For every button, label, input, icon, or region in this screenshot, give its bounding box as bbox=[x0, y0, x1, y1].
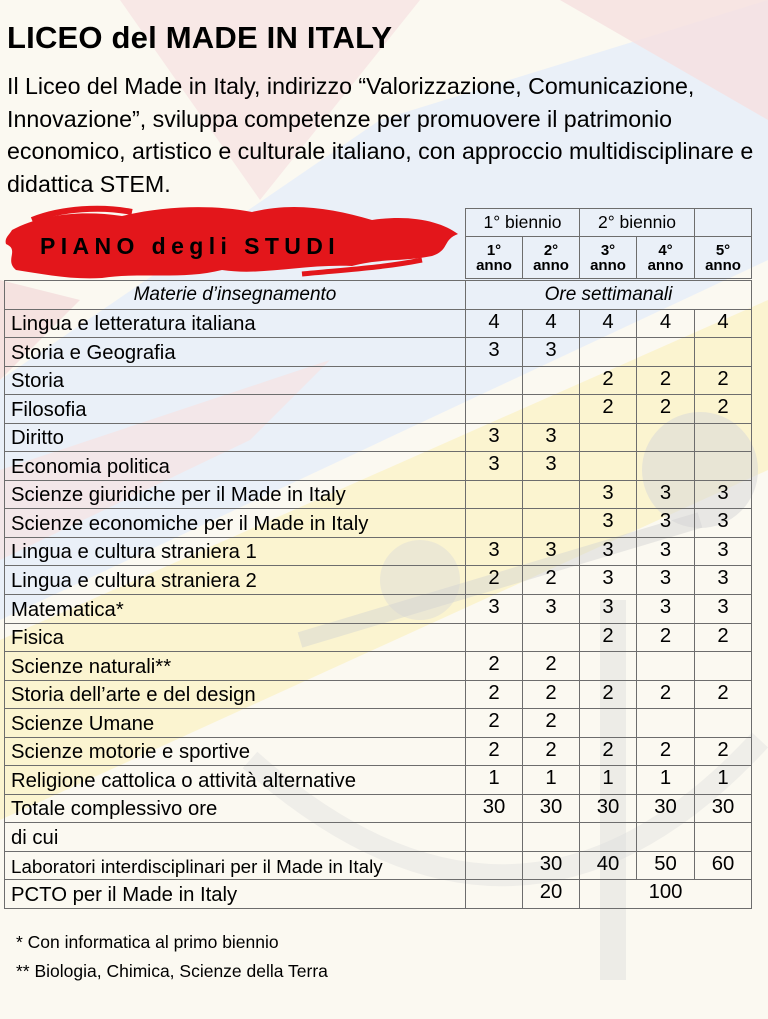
table-row bbox=[5, 309, 752, 338]
subject-cell: Scienze naturali** bbox=[5, 652, 466, 681]
hours-cell: 3 bbox=[580, 509, 637, 538]
table-row-laboratori bbox=[5, 851, 752, 880]
hours-cell: 2 bbox=[580, 366, 637, 395]
subject-cell: Storia bbox=[5, 366, 466, 395]
hours-cell: 3 bbox=[523, 452, 580, 481]
hours-cell: 2 bbox=[637, 680, 695, 709]
hours-cell bbox=[580, 652, 637, 681]
hours-cell bbox=[695, 652, 752, 681]
footnote-1: * Con informatica al primo biennio bbox=[16, 932, 279, 952]
hours-cell bbox=[695, 823, 752, 852]
table-row bbox=[5, 794, 752, 823]
hours-cell: 3 bbox=[637, 537, 695, 566]
table-row-pcto bbox=[5, 880, 752, 909]
subject-cell: Storia e Geografia bbox=[5, 338, 466, 367]
hours-cell bbox=[637, 709, 695, 738]
hours-cell bbox=[466, 880, 523, 909]
hours-cell: 30 bbox=[580, 794, 637, 823]
hours-cell: 50 bbox=[637, 851, 695, 880]
hours-cell: 2 bbox=[523, 709, 580, 738]
hours-cell: 3 bbox=[695, 537, 752, 566]
subject-cell: Matematica* bbox=[5, 595, 466, 624]
hours-cell: 2 bbox=[466, 680, 523, 709]
hours-cell bbox=[523, 366, 580, 395]
hours-cell bbox=[466, 851, 523, 880]
page-title: LICEO del MADE IN ITALY bbox=[7, 20, 393, 55]
hours-cell: 2 bbox=[466, 737, 523, 766]
subject-cell: Economia politica bbox=[5, 452, 466, 481]
subject-cell: Fisica bbox=[5, 623, 466, 652]
hours-cell: 4 bbox=[637, 309, 695, 338]
hours-cell: 2 bbox=[580, 395, 637, 424]
hours-cell: 30 bbox=[637, 794, 695, 823]
hours-cell: 3 bbox=[466, 452, 523, 481]
hours-cell: 3 bbox=[523, 537, 580, 566]
hours-cell: 30 bbox=[523, 794, 580, 823]
hours-cell bbox=[580, 423, 637, 452]
subject-cell: Laboratori interdisciplinari per il Made in Italy bbox=[5, 851, 466, 880]
hours-cell: 4 bbox=[695, 309, 752, 338]
hours-cell: 30 bbox=[466, 794, 523, 823]
subject-cell: Scienze giuridiche per il Made in Italy bbox=[5, 480, 466, 509]
table-row bbox=[5, 652, 752, 681]
hours-cell bbox=[637, 452, 695, 481]
hours-cell: 1 bbox=[466, 766, 523, 795]
subject-cell: Scienze economiche per il Made in Italy bbox=[5, 509, 466, 538]
table-row bbox=[5, 423, 752, 452]
hours-cell bbox=[466, 823, 523, 852]
hours-cell: 1 bbox=[695, 766, 752, 795]
hours-cell bbox=[466, 366, 523, 395]
subject-cell: Diritto bbox=[5, 423, 466, 452]
hours-cell: 2 bbox=[580, 680, 637, 709]
hours-cell bbox=[637, 338, 695, 367]
hours-cell: 3 bbox=[637, 509, 695, 538]
group-quinto-anno bbox=[695, 209, 752, 237]
hours-cell: 3 bbox=[580, 566, 637, 595]
hours-cell bbox=[637, 823, 695, 852]
table-row bbox=[5, 680, 752, 709]
year-5-header: 5° anno bbox=[695, 237, 752, 279]
hours-cell: 2 bbox=[466, 709, 523, 738]
hours-cell: 2 bbox=[695, 366, 752, 395]
subject-cell: Totale complessivo ore bbox=[5, 794, 466, 823]
footnotes bbox=[16, 928, 328, 986]
hours-cell bbox=[523, 623, 580, 652]
hours-cell: 4 bbox=[466, 309, 523, 338]
hours-cell: 3 bbox=[637, 595, 695, 624]
hours-cell: 3 bbox=[637, 480, 695, 509]
years-header bbox=[465, 208, 752, 279]
hours-cell: 3 bbox=[580, 537, 637, 566]
year-3-header: 3° anno bbox=[580, 237, 637, 279]
hours-cell: 3 bbox=[580, 480, 637, 509]
subject-cell: Lingua e cultura straniera 1 bbox=[5, 537, 466, 566]
hours-cell bbox=[695, 338, 752, 367]
table-row bbox=[5, 823, 752, 852]
hours-cell: 3 bbox=[695, 509, 752, 538]
hours-cell: 2 bbox=[523, 566, 580, 595]
hours-cell: 3 bbox=[695, 480, 752, 509]
piano-studi-label: PIANO degli STUDI bbox=[40, 233, 341, 259]
hours-cell bbox=[695, 709, 752, 738]
table-row bbox=[5, 766, 752, 795]
hours-cell: 3 bbox=[637, 566, 695, 595]
hours-cell bbox=[580, 823, 637, 852]
table-row bbox=[5, 366, 752, 395]
table-row bbox=[5, 509, 752, 538]
hours-cell: 3 bbox=[466, 423, 523, 452]
hours-cell: 2 bbox=[637, 737, 695, 766]
subject-cell: Lingua e letteratura italiana bbox=[5, 309, 466, 338]
year-1-header: 1° anno bbox=[466, 237, 523, 279]
hours-cell bbox=[466, 480, 523, 509]
hours-cell: 2 bbox=[580, 623, 637, 652]
hours-cell bbox=[580, 452, 637, 481]
group-primo-biennio: 1° biennio bbox=[466, 209, 580, 237]
hours-cell: 1 bbox=[523, 766, 580, 795]
hours-cell: 2 bbox=[637, 366, 695, 395]
hours-cell bbox=[637, 423, 695, 452]
hours-cell bbox=[523, 480, 580, 509]
hours-cell: 60 bbox=[695, 851, 752, 880]
hours-cell: 2 bbox=[637, 623, 695, 652]
hours-cell: 2 bbox=[695, 395, 752, 424]
hours-cell bbox=[695, 423, 752, 452]
subject-cell: Scienze motorie e sportive bbox=[5, 737, 466, 766]
subject-cell: PCTO per il Made in Italy bbox=[5, 880, 466, 909]
table-row bbox=[5, 709, 752, 738]
hours-cell: 2 bbox=[523, 680, 580, 709]
hours-cell-year2: 20 bbox=[523, 880, 580, 909]
table-row bbox=[5, 480, 752, 509]
hours-cell: 2 bbox=[695, 737, 752, 766]
table-row bbox=[5, 452, 752, 481]
hours-cell bbox=[580, 338, 637, 367]
hours-cell bbox=[580, 709, 637, 738]
hours-cell bbox=[523, 395, 580, 424]
hours-cell: 3 bbox=[523, 338, 580, 367]
year-2-header: 2° anno bbox=[523, 237, 580, 279]
table-row bbox=[5, 595, 752, 624]
hours-cell: 2 bbox=[637, 395, 695, 424]
hours-cell: 3 bbox=[523, 595, 580, 624]
table-row bbox=[5, 537, 752, 566]
hours-cell: 2 bbox=[466, 566, 523, 595]
year-4-header: 4° anno bbox=[637, 237, 695, 279]
hours-cell bbox=[523, 509, 580, 538]
hours-cell: 3 bbox=[523, 423, 580, 452]
intro-paragraph: Il Liceo del Made in Italy, indirizzo “Valorizzazione, Comunicazione, Innovazione”, sviluppa competenze per promuovere il patrimonio economico, artistico e culturale italiano, con approccio multidisciplinare e didattica STEM. bbox=[7, 73, 754, 197]
hours-cell-years345: 100 bbox=[580, 880, 752, 909]
hours-cell: 3 bbox=[695, 566, 752, 595]
hours-cell: 4 bbox=[580, 309, 637, 338]
table-row bbox=[5, 566, 752, 595]
table-header-row bbox=[5, 281, 752, 310]
hours-cell bbox=[466, 395, 523, 424]
table-row bbox=[5, 623, 752, 652]
subjects-column-header: Materie d’insegnamento bbox=[5, 281, 466, 310]
hours-cell: 2 bbox=[523, 737, 580, 766]
hours-cell bbox=[466, 509, 523, 538]
hours-cell bbox=[523, 823, 580, 852]
group-secondo-biennio: 2° biennio bbox=[580, 209, 695, 237]
hours-cell: 2 bbox=[580, 737, 637, 766]
subject-cell: Religione cattolica o attività alternative bbox=[5, 766, 466, 795]
table-row bbox=[5, 737, 752, 766]
subject-cell: di cui bbox=[5, 823, 466, 852]
subject-cell: Lingua e cultura straniera 2 bbox=[5, 566, 466, 595]
hours-cell: 1 bbox=[637, 766, 695, 795]
study-plan-table bbox=[4, 280, 752, 909]
hours-cell: 4 bbox=[523, 309, 580, 338]
subject-cell: Scienze Umane bbox=[5, 709, 466, 738]
hours-cell bbox=[637, 652, 695, 681]
hours-cell: 3 bbox=[466, 537, 523, 566]
table-row bbox=[5, 338, 752, 367]
hours-cell bbox=[695, 452, 752, 481]
hours-cell bbox=[466, 623, 523, 652]
hours-cell: 3 bbox=[695, 595, 752, 624]
hours-cell: 1 bbox=[580, 766, 637, 795]
hours-cell: 3 bbox=[466, 338, 523, 367]
hours-cell: 3 bbox=[466, 595, 523, 624]
hours-cell: 2 bbox=[695, 680, 752, 709]
subject-cell: Filosofia bbox=[5, 395, 466, 424]
hours-cell: 30 bbox=[523, 851, 580, 880]
hours-column-header: Ore settimanali bbox=[466, 281, 752, 310]
subject-cell: Storia dell’arte e del design bbox=[5, 680, 466, 709]
footnote-2: ** Biologia, Chimica, Scienze della Terra bbox=[16, 961, 328, 981]
hours-cell: 2 bbox=[523, 652, 580, 681]
hours-cell: 40 bbox=[580, 851, 637, 880]
hours-cell: 3 bbox=[580, 595, 637, 624]
hours-cell: 2 bbox=[466, 652, 523, 681]
hours-cell: 2 bbox=[695, 623, 752, 652]
hours-cell: 30 bbox=[695, 794, 752, 823]
table-row bbox=[5, 395, 752, 424]
